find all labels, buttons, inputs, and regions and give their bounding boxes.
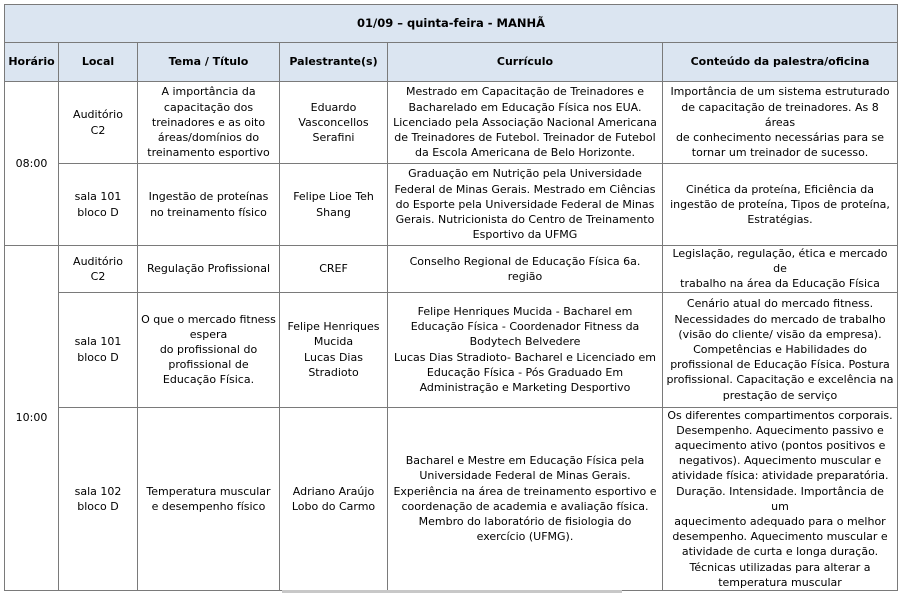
local-cell: sala 102 bloco D <box>59 407 138 590</box>
conteudo-cell: Legislação, regulação, ética e mercado de trabalho na área da Educação Física <box>663 246 898 293</box>
table-row <box>5 82 898 164</box>
palestrante-cell: Felipe Lioe Teh Shang <box>280 164 388 246</box>
conteudo-cell: Cinética da proteína, Eficiência da ingestão de proteína, Tipos de proteína, Estratégias. <box>663 164 898 246</box>
tema-cell: A importância da capacitação dos treinadores e as oito áreas/domínios do treinamento esportivo <box>138 82 280 164</box>
schedule-table <box>4 4 898 591</box>
time-cell: 08:00 <box>5 82 59 246</box>
header-palestrante: Palestrante(s) <box>280 43 388 82</box>
palestrante-cell: Adriano Araújo Lobo do Carmo <box>280 407 388 590</box>
header-curriculo: Currículo <box>388 43 663 82</box>
local-cell: sala 101 bloco D <box>59 292 138 407</box>
curriculo-cell: Felipe Henriques Mucida - Bacharel em Educação Física - Coordenador Fitness da Bodytech Belvedere Lucas Dias Stradioto- Bacharel e Licenciado em Educação Física - Pós Graduado Em Administração e Marketing Desportivo <box>388 292 663 407</box>
tema-cell: Regulação Profissional <box>138 246 280 293</box>
tema-cell: O que o mercado fitness espera do profissional do profissional de Educação Física. <box>138 292 280 407</box>
conteudo-cell: Importância de um sistema estruturado de capacitação de treinadores. As 8 áreas de conhecimento necessárias para se tornar um treinador de sucesso. <box>663 82 898 164</box>
palestrante-cell: Felipe Henriques Mucida Lucas Dias Stradioto <box>280 292 388 407</box>
curriculo-cell: Bacharel e Mestre em Educação Física pela Universidade Federal de Minas Gerais. Experiência na área de treinamento esportivo e coordenação de academia e avaliação física. Membro do laboratório de fisiologia do exercício (UFMG). <box>388 407 663 590</box>
table-row <box>5 407 898 590</box>
curriculo-cell: Mestrado em Capacitação de Treinadores e Bacharelado em Educação Física nos EUA. Licenciado pela Associação Nacional Americana de Treinadores de Futebol. Treinador de Futebol da Escola Americana de Belo Horizonte. <box>388 82 663 164</box>
header-row <box>5 43 898 82</box>
tema-cell: Temperatura muscular e desempenho físico <box>138 407 280 590</box>
header-local: Local <box>59 43 138 82</box>
tema-cell: Ingestão de proteínas no treinamento físico <box>138 164 280 246</box>
curriculo-cell: Graduação em Nutrição pela Universidade Federal de Minas Gerais. Mestrado em Ciências do Esporte pela Universidade Federal de Minas Gerais. Nutricionista do Centro de Treinamento Esportivo da UFMG <box>388 164 663 246</box>
conteudo-cell: Os diferentes compartimentos corporais. Desempenho. Aquecimento passivo e aquecimento ativo (pontos positivos e negativos). Aquecimento muscular e atividade física: atividade preparatória. Duração. Intensidade. Importância de um aquecimento adequado para o melhor desempenho. Aquecimento muscular e atividade de curta e longa duração. Técnicas utilizadas para alterar a temperatura muscular <box>663 407 898 590</box>
conteudo-cell: Cenário atual do mercado fitness. Necessidades do mercado de trabalho (visão do cliente/ visão da empresa). Competências e Habilidades do profissional de Educação Física. Postura profissional. Capacitação e excelência na prestação de serviço <box>663 292 898 407</box>
table-row <box>5 246 898 293</box>
header-tema: Tema / Título <box>138 43 280 82</box>
header-conteudo: Conteúdo da palestra/oficina <box>663 43 898 82</box>
local-cell: Auditório C2 <box>59 246 138 293</box>
title-row <box>5 5 898 43</box>
local-cell: sala 101 bloco D <box>59 164 138 246</box>
header-horario: Horário <box>5 43 59 82</box>
local-cell: Auditório C2 <box>59 82 138 164</box>
palestrante-cell: Eduardo Vasconcellos Serafini <box>280 82 388 164</box>
time-cell: 10:00 <box>5 246 59 591</box>
palestrante-cell: CREF <box>280 246 388 293</box>
schedule-title: 01/09 – quinta-feira - MANHÃ <box>5 5 898 43</box>
table-row <box>5 292 898 407</box>
table-row <box>5 164 898 246</box>
curriculo-cell: Conselho Regional de Educação Física 6a. região <box>388 246 663 293</box>
